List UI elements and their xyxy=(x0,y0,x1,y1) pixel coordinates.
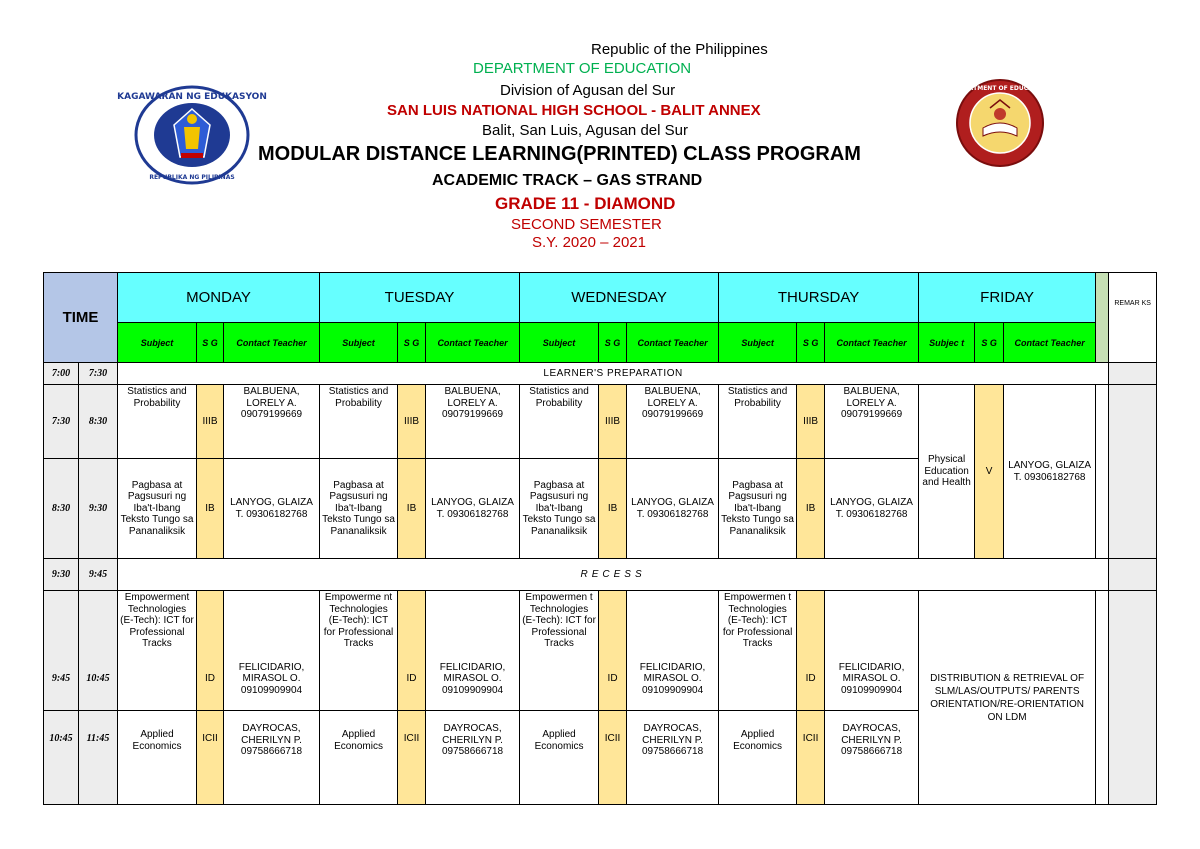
sg-cell: IIIB xyxy=(797,385,825,459)
time-end: 9:30 xyxy=(79,459,118,559)
friday-teacher-cell: LANYOG, GLAIZA T. 09306182768 xyxy=(1004,385,1096,559)
subhead-sg: S G xyxy=(975,323,1004,363)
subhead-teacher: Contact Teacher xyxy=(426,323,520,363)
teacher-cell: DAYROCAS, CHERILYN P. 09758666718 xyxy=(426,711,520,805)
header-school: SAN LUIS NATIONAL HIGH SCHOOL - BALIT ANNEX xyxy=(387,102,761,119)
subject-cell: Statistics and Probability xyxy=(719,385,797,459)
subject-cell: Empowerme nt Technologies (E-Tech): ICT for Professional Tracks xyxy=(320,591,398,711)
time-end: 7:30 xyxy=(79,363,118,385)
sg-cell: ID xyxy=(599,591,627,711)
recess-band: RECESS xyxy=(118,559,1109,591)
class-schedule-table xyxy=(43,272,1157,805)
time-start: 10:45 xyxy=(44,711,79,805)
subject-cell: Pagbasa at Pagsusuri ng Iba't-Ibang Teksto Tungo sa Pananaliksik xyxy=(118,459,197,559)
right-logo-text: DEPARTMENT OF EDUCATION xyxy=(951,85,1049,92)
header-department: DEPARTMENT OF EDUCATION xyxy=(473,60,692,77)
remarks-header: REMAR KS xyxy=(1109,273,1157,363)
day-header-tuesday: TUESDAY xyxy=(320,273,520,323)
sg-cell: ID xyxy=(797,591,825,711)
subhead-teacher: Contact Teacher xyxy=(1004,323,1096,363)
time-end: 9:45 xyxy=(79,559,118,591)
subhead-subject: Subject xyxy=(719,323,797,363)
teacher-cell: FELICIDARIO, MIRASOL O. 09109909904 xyxy=(224,591,320,711)
subject-cell: Applied Economics xyxy=(118,711,197,805)
subject-cell: Statistics and Probability xyxy=(320,385,398,459)
time-start: 8:30 xyxy=(44,459,79,559)
header-program: MODULAR DISTANCE LEARNING(PRINTED) CLASS PROGRAM xyxy=(258,143,861,165)
teacher-cell: BALBUENA, LORELY A. 09079199669 xyxy=(627,385,719,459)
remarks-cell xyxy=(1109,385,1157,559)
header-sy: S.Y. 2020 – 2021 xyxy=(532,234,646,251)
sg-cell: IB xyxy=(599,459,627,559)
teacher-cell: FELICIDARIO, MIRASOL O. 09109909904 xyxy=(825,591,919,711)
subject-cell: Empowerment Technologies (E-Tech): ICT for Professional Tracks xyxy=(118,591,197,711)
subhead-teacher: Contact Teacher xyxy=(224,323,320,363)
left-logo-text: KAGAWARAN NG EDUKASYON xyxy=(117,92,267,102)
sg-cell: IIIB xyxy=(398,385,426,459)
teacher-cell: BALBUENA, LORELY A. 09079199669 xyxy=(224,385,320,459)
teacher-cell: BALBUENA, LORELY A. 09079199669 xyxy=(426,385,520,459)
time-header: TIME xyxy=(44,273,118,363)
sg-cell: ID xyxy=(197,591,224,711)
subhead-sg: S G xyxy=(797,323,825,363)
subject-cell: Statistics and Probability xyxy=(118,385,197,459)
friday-sg-cell: V xyxy=(975,385,1004,559)
sg-cell: IB xyxy=(197,459,224,559)
spacer-cell xyxy=(1096,591,1109,805)
subhead-subject: Subject xyxy=(520,323,599,363)
subhead-teacher: Contact Teacher xyxy=(825,323,919,363)
time-start: 9:30 xyxy=(44,559,79,591)
time-end: 10:45 xyxy=(79,591,118,711)
remarks-cell xyxy=(1109,559,1157,591)
subject-cell: Pagbasa at Pagsusuri ng Iba't-Ibang Teksto Tungo sa Pananaliksik xyxy=(719,459,797,559)
subhead-subject: Subject xyxy=(320,323,398,363)
teacher-cell: LANYOG, GLAIZA T. 09306182768 xyxy=(426,459,520,559)
time-start: 9:45 xyxy=(44,591,79,711)
sg-cell: IIIB xyxy=(599,385,627,459)
time-end: 8:30 xyxy=(79,385,118,459)
teacher-cell: LANYOG, GLAIZA T. 09306182768 xyxy=(627,459,719,559)
teacher-cell: DAYROCAS, CHERILYN P. 09758666718 xyxy=(627,711,719,805)
teacher-cell: DAYROCAS, CHERILYN P. 09758666718 xyxy=(825,711,919,805)
teacher-cell: LANYOG, GLAIZA T. 09306182768 xyxy=(224,459,320,559)
subject-cell: Pagbasa at Pagsusuri ng Iba't-Ibang Teksto Tungo sa Pananaliksik xyxy=(520,459,599,559)
subhead-teacher: Contact Teacher xyxy=(627,323,719,363)
day-header-thursday: THURSDAY xyxy=(719,273,919,323)
spacer-cell xyxy=(1096,385,1109,559)
friday-distribution-retrieval-cell: DISTRIBUTION & RETRIEVAL OF SLM/LAS/OUTPUTS/ PARENTS ORIENTATION/RE-ORIENTATION ON LDM xyxy=(919,591,1096,805)
subhead-subject: Subject xyxy=(118,323,197,363)
remarks-cell xyxy=(1109,363,1157,385)
remarks-cell xyxy=(1109,591,1157,805)
subhead-sg: S G xyxy=(599,323,627,363)
header-address: Balit, San Luis, Agusan del Sur xyxy=(482,122,688,139)
subject-cell: Empowermen t Technologies (E-Tech): ICT for Professional Tracks xyxy=(520,591,599,711)
teacher-cell: FELICIDARIO, MIRASOL O. 09109909904 xyxy=(426,591,520,711)
subject-cell: Empowermen t Technologies (E-Tech): ICT for Professional Tracks xyxy=(719,591,797,711)
time-start: 7:30 xyxy=(44,385,79,459)
day-header-monday: MONDAY xyxy=(118,273,320,323)
deped-seal-logo xyxy=(117,85,267,185)
time-start: 7:00 xyxy=(44,363,79,385)
left-logo-bottom-text: REPUBLIKA NG PILIPINAS xyxy=(149,174,235,181)
teacher-cell: FELICIDARIO, MIRASOL O. 09109909904 xyxy=(627,591,719,711)
time-end: 11:45 xyxy=(79,711,118,805)
sg-cell: IB xyxy=(797,459,825,559)
header-semester: SECOND SEMESTER xyxy=(511,216,662,233)
subhead-sg: S G xyxy=(398,323,426,363)
teacher-cell: LANYOG, GLAIZA T. 09306182768 xyxy=(825,459,919,559)
friday-subject-cell: Physical Education and Health xyxy=(919,385,975,559)
day-header-friday: FRIDAY xyxy=(919,273,1096,323)
sg-cell: IIIB xyxy=(197,385,224,459)
header-division: Division of Agusan del Sur xyxy=(500,82,676,99)
sg-cell: ICII xyxy=(599,711,627,805)
subhead-sg: S G xyxy=(197,323,224,363)
subject-cell: Statistics and Probability xyxy=(520,385,599,459)
teacher-cell: BALBUENA, LORELY A. 09079199669 xyxy=(825,385,919,459)
header-republic: Republic of the Philippines xyxy=(591,41,768,58)
sg-cell: IB xyxy=(398,459,426,559)
header-track: ACADEMIC TRACK – GAS STRAND xyxy=(432,172,703,189)
subject-cell: Applied Economics xyxy=(320,711,398,805)
sg-cell: ICII xyxy=(398,711,426,805)
day-header-wednesday: WEDNESDAY xyxy=(520,273,719,323)
teacher-cell: DAYROCAS, CHERILYN P. 09758666718 xyxy=(224,711,320,805)
sg-cell: ID xyxy=(398,591,426,711)
subhead-subject-friday: Subjec t xyxy=(919,323,975,363)
deped-division-seal-logo xyxy=(951,78,1049,168)
subject-cell: Applied Economics xyxy=(719,711,797,805)
subject-cell: Applied Economics xyxy=(520,711,599,805)
subject-cell: Pagbasa at Pagsusuri ng Iba't-Ibang Teksto Tungo sa Pananaliksik xyxy=(320,459,398,559)
header-grade: GRADE 11 - DIAMOND xyxy=(495,194,676,213)
sg-cell: ICII xyxy=(797,711,825,805)
spacer-column xyxy=(1096,273,1109,363)
learners-preparation-band: LEARNER'S PREPARATION xyxy=(118,363,1109,385)
sg-cell: ICII xyxy=(197,711,224,805)
